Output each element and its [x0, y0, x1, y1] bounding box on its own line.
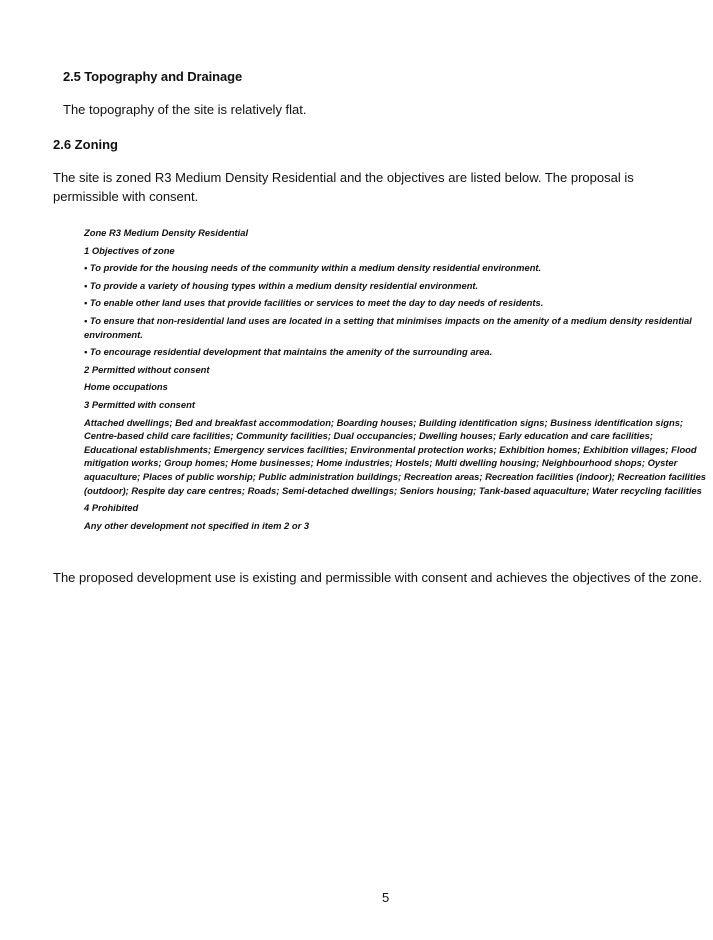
section-2-5-text: The topography of the site is relatively flat. — [63, 102, 307, 117]
objectives-heading: 1 Objectives of zone — [84, 244, 175, 256]
section-2-5-heading: 2.5 Topography and Drainage — [63, 69, 243, 84]
prohibited-text: Any other development not specified in item 2 or 3 — [84, 519, 310, 531]
objective-item: • To ensure that non-residential land uses are located in a setting that minimises impacts on the amenity of a medium density residential environment. — [84, 314, 692, 340]
zone-title: Zone R3 Medium Density Residential — [84, 227, 249, 238]
objective-item: • To encourage residential development that maintains the amenity of the surrounding area. — [84, 346, 493, 358]
objective-item: • To provide for the housing needs of the community within a medium density residential environment. — [84, 262, 542, 274]
zone-r3-extract — [84, 226, 713, 532]
objective-item: • To enable other land uses that provide facilities or services to meet the day to day needs of residents. — [84, 297, 544, 309]
with-consent-heading: 3 Permitted with consent — [84, 398, 195, 410]
without-consent-text: Home occupations — [84, 381, 168, 393]
page-number: 5 — [382, 890, 390, 905]
without-consent-heading: 2 Permitted without consent — [84, 363, 210, 375]
conclusion-text: The proposed development use is existing and permissible with consent and achieves the objectives of the zone. — [53, 570, 702, 585]
section-2-6-text: The site is zoned R3 Medium Density Residential and the objectives are listed below. The proposal is permissible with consent. — [53, 170, 634, 204]
prohibited-heading: 4 Prohibited — [84, 502, 139, 514]
with-consent-text: Attached dwellings; Bed and breakfast accommodation; Boarding houses; Building identification signs; Business identification signs; Centre-based child care facilities; Community facilities; Dual occupancies; Dwelling houses; Early education and care facilities; Educational establishments; Emergency services facilities; Environmental protection works; Exhibition homes; Exhibition villages; Flood mitigation works; Group homes; Home businesses; Home industries; Hostels; Multi dwelling housing; Neighbourhood shops; Oyster aquaculture; Places of public worship; Public administration buildings; Recreation areas; Recreation facilities (indoor); Recreation facilities (outdoor); Respite day care centres; Roads; Semi-detached dwellings; Seniors housing; Tank-based aquaculture; Water recycling facilities — [84, 416, 707, 496]
objective-item: • To provide a variety of housing types within a medium density residential environment. — [84, 279, 479, 291]
section-2-6-heading: 2.6 Zoning — [53, 137, 118, 152]
